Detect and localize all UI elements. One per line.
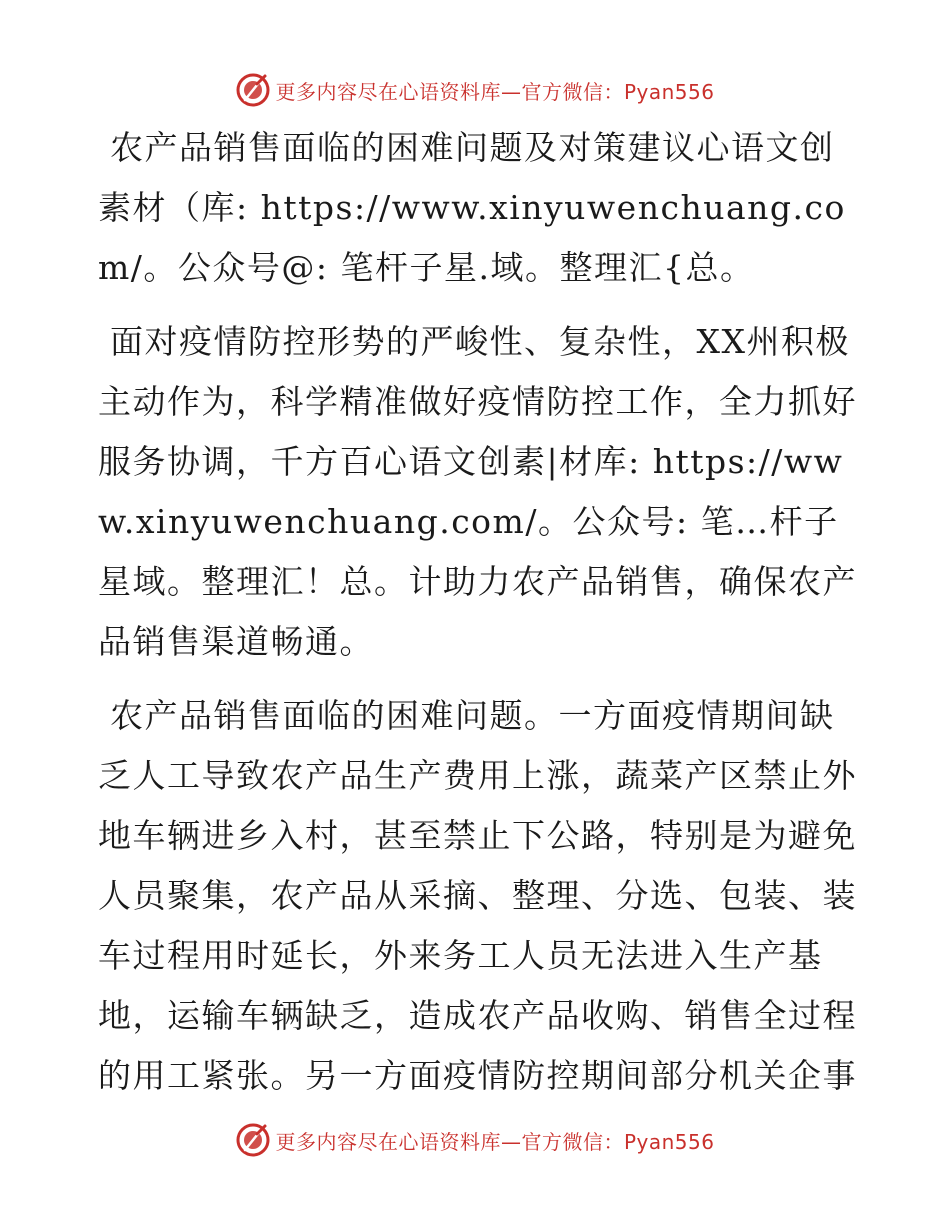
watermark-text: 更多内容尽在心语资料库—官方微信：Pyan556 xyxy=(275,1129,715,1154)
brush-seal-icon xyxy=(235,1122,271,1158)
paragraph-title: 农产品销售面临的困难问题及对策建议心语文创素材（库: https://www.xinyuwenchuang.com/。公众号@: 笔杆子星.域。整理汇{总。 xyxy=(98,128,846,287)
brush-seal-icon xyxy=(235,72,271,108)
header-watermark xyxy=(0,68,950,112)
paragraph-intro: 面对疫情防控形势的严峻性、复杂性，XX州积极主动作为，科学精准做好疫情防控工作，全力抓好服务协调，千方百心语文创素|材库: https://www.xinyuwenchuang.com/。公众号: 笔…杆子星域。整理汇！总。计助力农产品销售，确保农产品销售渠道畅通。 xyxy=(98,322,857,661)
document-body xyxy=(98,118,858,1120)
watermark-text: 更多内容尽在心语资料库—官方微信：Pyan556 xyxy=(275,79,715,104)
footer-watermark xyxy=(0,1118,950,1162)
paragraph-problems: 农产品销售面临的困难问题。一方面疫情期间缺乏人工导致农产品生产费用上涨，蔬菜产区禁止外地车辆进乡入村，甚至禁止下公路，特别是为避免人员聚集，农产品从采摘、整理、分选、包装、装车过程用时延长，外来务工人员无法进入生产基地，运输车辆缺乏，造成农产品收购、销售全过程的用工紧张。另一方面疫情防控期间部分机关企事 xyxy=(98,696,857,1095)
